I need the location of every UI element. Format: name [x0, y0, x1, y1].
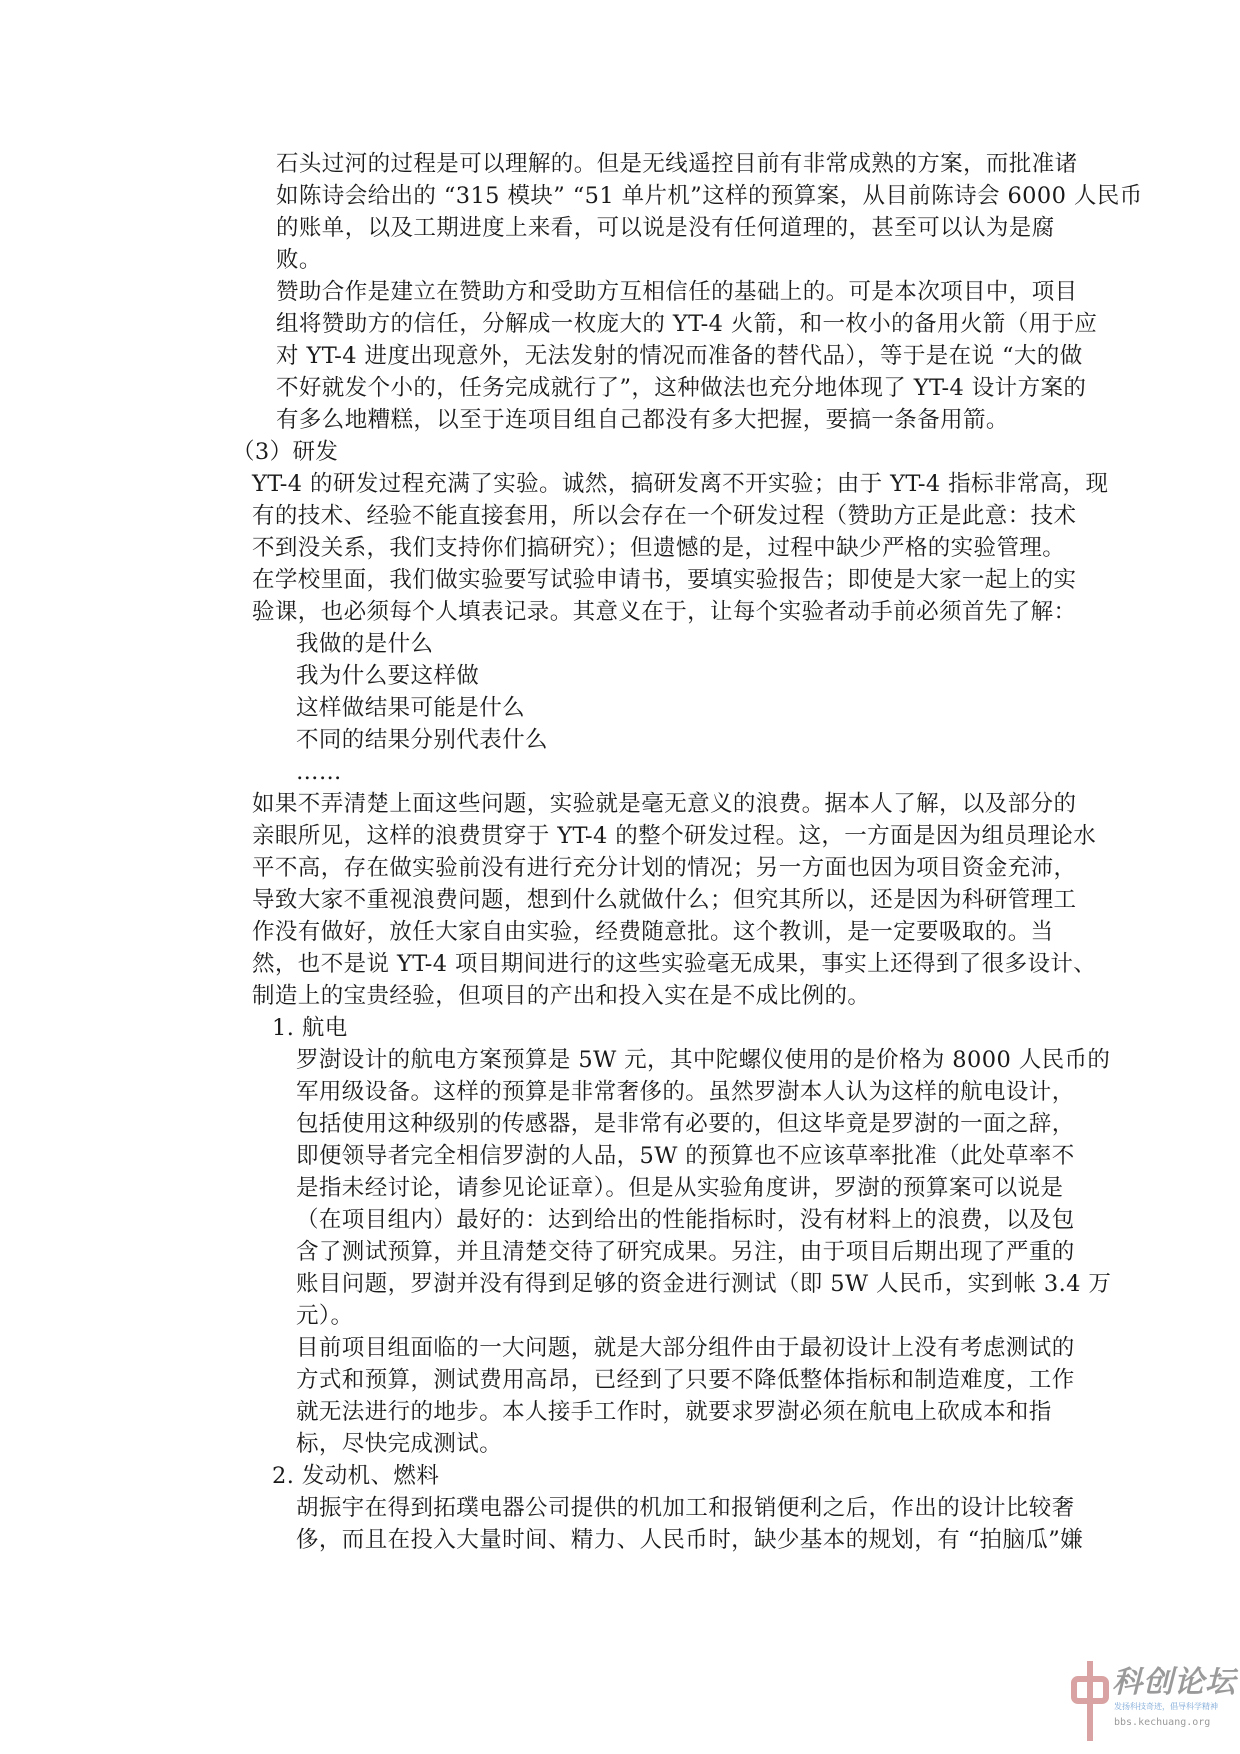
- text-line: 的账单，以及工期进度上来看，可以说是没有任何道理的，甚至可以认为是腐: [276, 215, 1055, 241]
- text-line: 侈，而且在投入大量时间、精力、人民币时，缺少基本的规划，有 “拍脑瓜”嫌: [296, 1527, 1084, 1553]
- text-line: 目前项目组面临的一大问题，就是大部分组件由于最初设计上没有考虑测试的: [296, 1335, 1075, 1361]
- forum-logo-icon: [1070, 1659, 1110, 1743]
- watermark-slogan: 发扬科技奇迹，倡导科学精神: [1114, 1702, 1218, 1711]
- text-line: 包括使用这种级别的传感器，是非常有必要的，但这毕竟是罗澍的一面之辞，: [296, 1111, 1075, 1137]
- text-line: 在学校里面，我们做实验要写试验申请书，要填实验报告；即使是大家一起上的实: [252, 567, 1077, 593]
- text-line: 如果不弄清楚上面这些问题，实验就是毫无意义的浪费。据本人了解，以及部分的: [252, 791, 1077, 817]
- text-line: 对 YT-4 进度出现意外，无法发射的情况而准备的替代品），等于是在说 “大的做: [276, 343, 1083, 369]
- text-line: 有多么地糟糕，以至于连项目组自己都没有多大把握，要搞一条备用箭。: [276, 407, 1009, 433]
- text-line: 验课，也必须每个人填表记录。其意义在于，让每个实验者动手前必须首先了解：: [252, 599, 1077, 625]
- list-item: 我为什么要这样做: [296, 663, 480, 689]
- text-line: 是指未经讨论，请参见论证章）。但是从实验角度讲，罗澍的预算案可以说是: [296, 1175, 1064, 1201]
- subsection-heading: 2. 发动机、燃料: [272, 1463, 440, 1489]
- text-line: 含了测试预算，并且清楚交待了研究成果。另注，由于项目后期出现了严重的: [296, 1239, 1075, 1265]
- subsection-heading: 1. 航电: [272, 1015, 348, 1041]
- text-line: 平不高，存在做实验前没有进行充分计划的情况；另一方面也因为项目资金充沛，: [252, 855, 1077, 881]
- text-line: （在项目组内）最好的：达到给出的性能指标时，没有材料上的浪费，以及包: [296, 1207, 1075, 1233]
- list-item: ……: [296, 759, 342, 785]
- watermark-title: 科创论坛: [1112, 1665, 1236, 1700]
- text-line: 就无法进行的地步。本人接手工作时，就要求罗澍必须在航电上砍成本和指: [296, 1399, 1052, 1425]
- text-line: 导致大家不重视浪费问题，想到什么就做什么；但究其所以，还是因为科研管理工: [252, 887, 1077, 913]
- text-line: 元）。: [296, 1303, 354, 1329]
- text-line: 亲眼所见，这样的浪费贯穿于 YT-4 的整个研发过程。这，一方面是因为组员理论水: [252, 823, 1097, 849]
- text-line: 不好就发个小的，任务完成就行了”，这种做法也充分地体现了 YT-4 设计方案的: [276, 375, 1087, 401]
- text-line: 账目问题，罗澍并没有得到足够的资金进行测试（即 5W 人民币，实到帐 3.4 万: [296, 1271, 1112, 1297]
- text-line: 石头过河的过程是可以理解的。但是无线遥控目前有非常成熟的方案，而批准诸: [276, 151, 1078, 177]
- list-item: 我做的是什么: [296, 631, 434, 657]
- text-line: 军用级设备。这样的预算是非常奢侈的。虽然罗澍本人认为这样的航电设计，: [296, 1079, 1075, 1105]
- text-line: 作没有做好，放任大家自由实验，经费随意批。这个教训，是一定要吸取的。当: [252, 919, 1054, 945]
- text-line: 胡振宇在得到拓璞电器公司提供的机加工和报销便利之后，作出的设计比较奢: [296, 1495, 1075, 1521]
- text-line: 赞助合作是建立在赞助方和受助方互相信任的基础上的。可是本次项目中，项目: [276, 279, 1078, 305]
- section-heading: （3）研发: [232, 439, 339, 465]
- text-line: 不到没关系，我们支持你们搞研究）；但遗憾的是，过程中缺少严格的实验管理。: [252, 535, 1066, 561]
- text-line: 组将赞助方的信任，分解成一枚庞大的 YT-4 火箭，和一枚小的备用火箭（用于应: [276, 311, 1098, 337]
- text-line: YT-4 的研发过程充满了实验。诚然，搞研发离不开实验；由于 YT-4 指标非常高，现: [252, 471, 1109, 497]
- text-line: 方式和预算，测试费用高昂，已经到了只要不降低整体指标和制造难度，工作: [296, 1367, 1075, 1393]
- watermark-logo: [1070, 1655, 1235, 1747]
- text-line: 如陈诗会给出的 “315 模块” “51 单片机”这样的预算案，从目前陈诗会 6000 人民币: [276, 183, 1143, 209]
- text-line: 败。: [276, 247, 322, 273]
- list-item: 这样做结果可能是什么: [296, 695, 526, 721]
- text-line: 然，也不是说 YT-4 项目期间进行的这些实验毫无成果，事实上还得到了很多设计、: [252, 951, 1097, 977]
- text-line: 即便领导者完全相信罗澍的人品，5W 的预算也不应该草率批准（此处草率不: [296, 1143, 1075, 1169]
- text-line: 标，尽快完成测试。: [296, 1431, 503, 1457]
- watermark-url: bbs.kechuang.org: [1114, 1717, 1211, 1728]
- list-item: 不同的结果分别代表什么: [296, 727, 548, 753]
- text-line: 制造上的宝贵经验，但项目的产出和投入实在是不成比例的。: [252, 983, 871, 1009]
- text-line: 罗澍设计的航电方案预算是 5W 元，其中陀螺仪使用的是价格为 8000 人民币的: [296, 1047, 1111, 1073]
- text-line: 有的技术、经验不能直接套用，所以会存在一个研发过程（赞助方正是此意：技术: [252, 503, 1077, 529]
